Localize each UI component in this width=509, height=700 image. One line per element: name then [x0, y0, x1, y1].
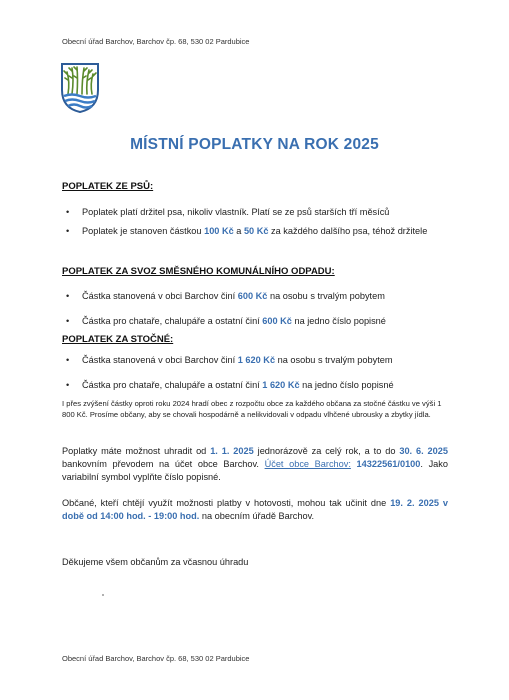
- cash-paragraph: Občané, kteří chtějí využít možnosti platby v hotovosti, mohou tak učinit dne 19. 2. 2025 v době od 14:00 hod. - 19:00 hod. na obecním úřadě Barchov.: [62, 498, 448, 521]
- list-item: • Částka stanovená v obci Barchov činí 1 620 Kč na osobu s trvalým pobytem: [66, 355, 393, 365]
- payment-paragraph: Poplatky máte možnost uhradit od 1. 1. 2025 jednorázově za celý rok, a to do 30. 6. 2025 bankovním převodem na účet obce Barchov. Účet obce Barchov: 14322561/0100. Jako variabilní symbol vyplňte číslo popisné.: [62, 446, 448, 482]
- thanks-text: Děkujeme všem občanům za včasnou úhradu: [62, 557, 249, 567]
- section-heading-dogs: POPLATEK ZE PSŮ:: [62, 181, 154, 192]
- list-sewage: [62, 354, 462, 397]
- footer-address: Obecní úřad Barchov, Barchov čp. 68, 530 02 Pardubice: [62, 654, 250, 663]
- page-title: MÍSTNÍ POPLATKY NA ROK 2025: [130, 136, 379, 153]
- account-number: 14322561/0100: [356, 459, 421, 469]
- note-paragraph: I přes zvýšení částky oproti roku 2024 hradí obec z rozpočtu obce za každého občana za stočné částku ve výši 1 800 Kč. Prosíme občany, aby se chovali hospodárně a nelikvidovali v odpadu vlhčené ubrousky a zbytky jídla.: [62, 399, 442, 419]
- list-item: • Poplatek je stanoven částkou 100 Kč a 50 Kč za každého dalšího psa, téhož držitele: [66, 225, 428, 236]
- account-label: Účet obce Barchov:: [264, 459, 351, 469]
- list-item: • Částka pro chataře, chalupáře a ostatní činí 1 620 Kč na jedno číslo popisné: [66, 379, 394, 390]
- coat-of-arms-icon: [60, 62, 100, 114]
- list-item: • Částka stanovená v obci Barchov činí 600 Kč na osobu s trvalým pobytem: [66, 291, 385, 301]
- header-address: Obecní úřad Barchov, Barchov čp. 68, 530 02 Pardubice: [62, 37, 250, 46]
- list-dogs: [62, 206, 462, 243]
- stray-dot: [102, 594, 104, 596]
- section-heading-sewage: POPLATEK ZA STOČNÉ:: [62, 334, 174, 345]
- list-item: • Částka pro chataře, chalupáře a ostatní činí 600 Kč na jedno číslo popisné: [66, 315, 386, 326]
- list-waste: [62, 290, 462, 333]
- section-heading-waste: POPLATEK ZA SVOZ SMĚSNÉHO KOMUNÁLNÍHO ODPADU:: [62, 266, 335, 277]
- list-item: • Poplatek platí držitel psa, nikoliv vlastník. Platí se ze psů starších tří měsíců: [66, 207, 390, 217]
